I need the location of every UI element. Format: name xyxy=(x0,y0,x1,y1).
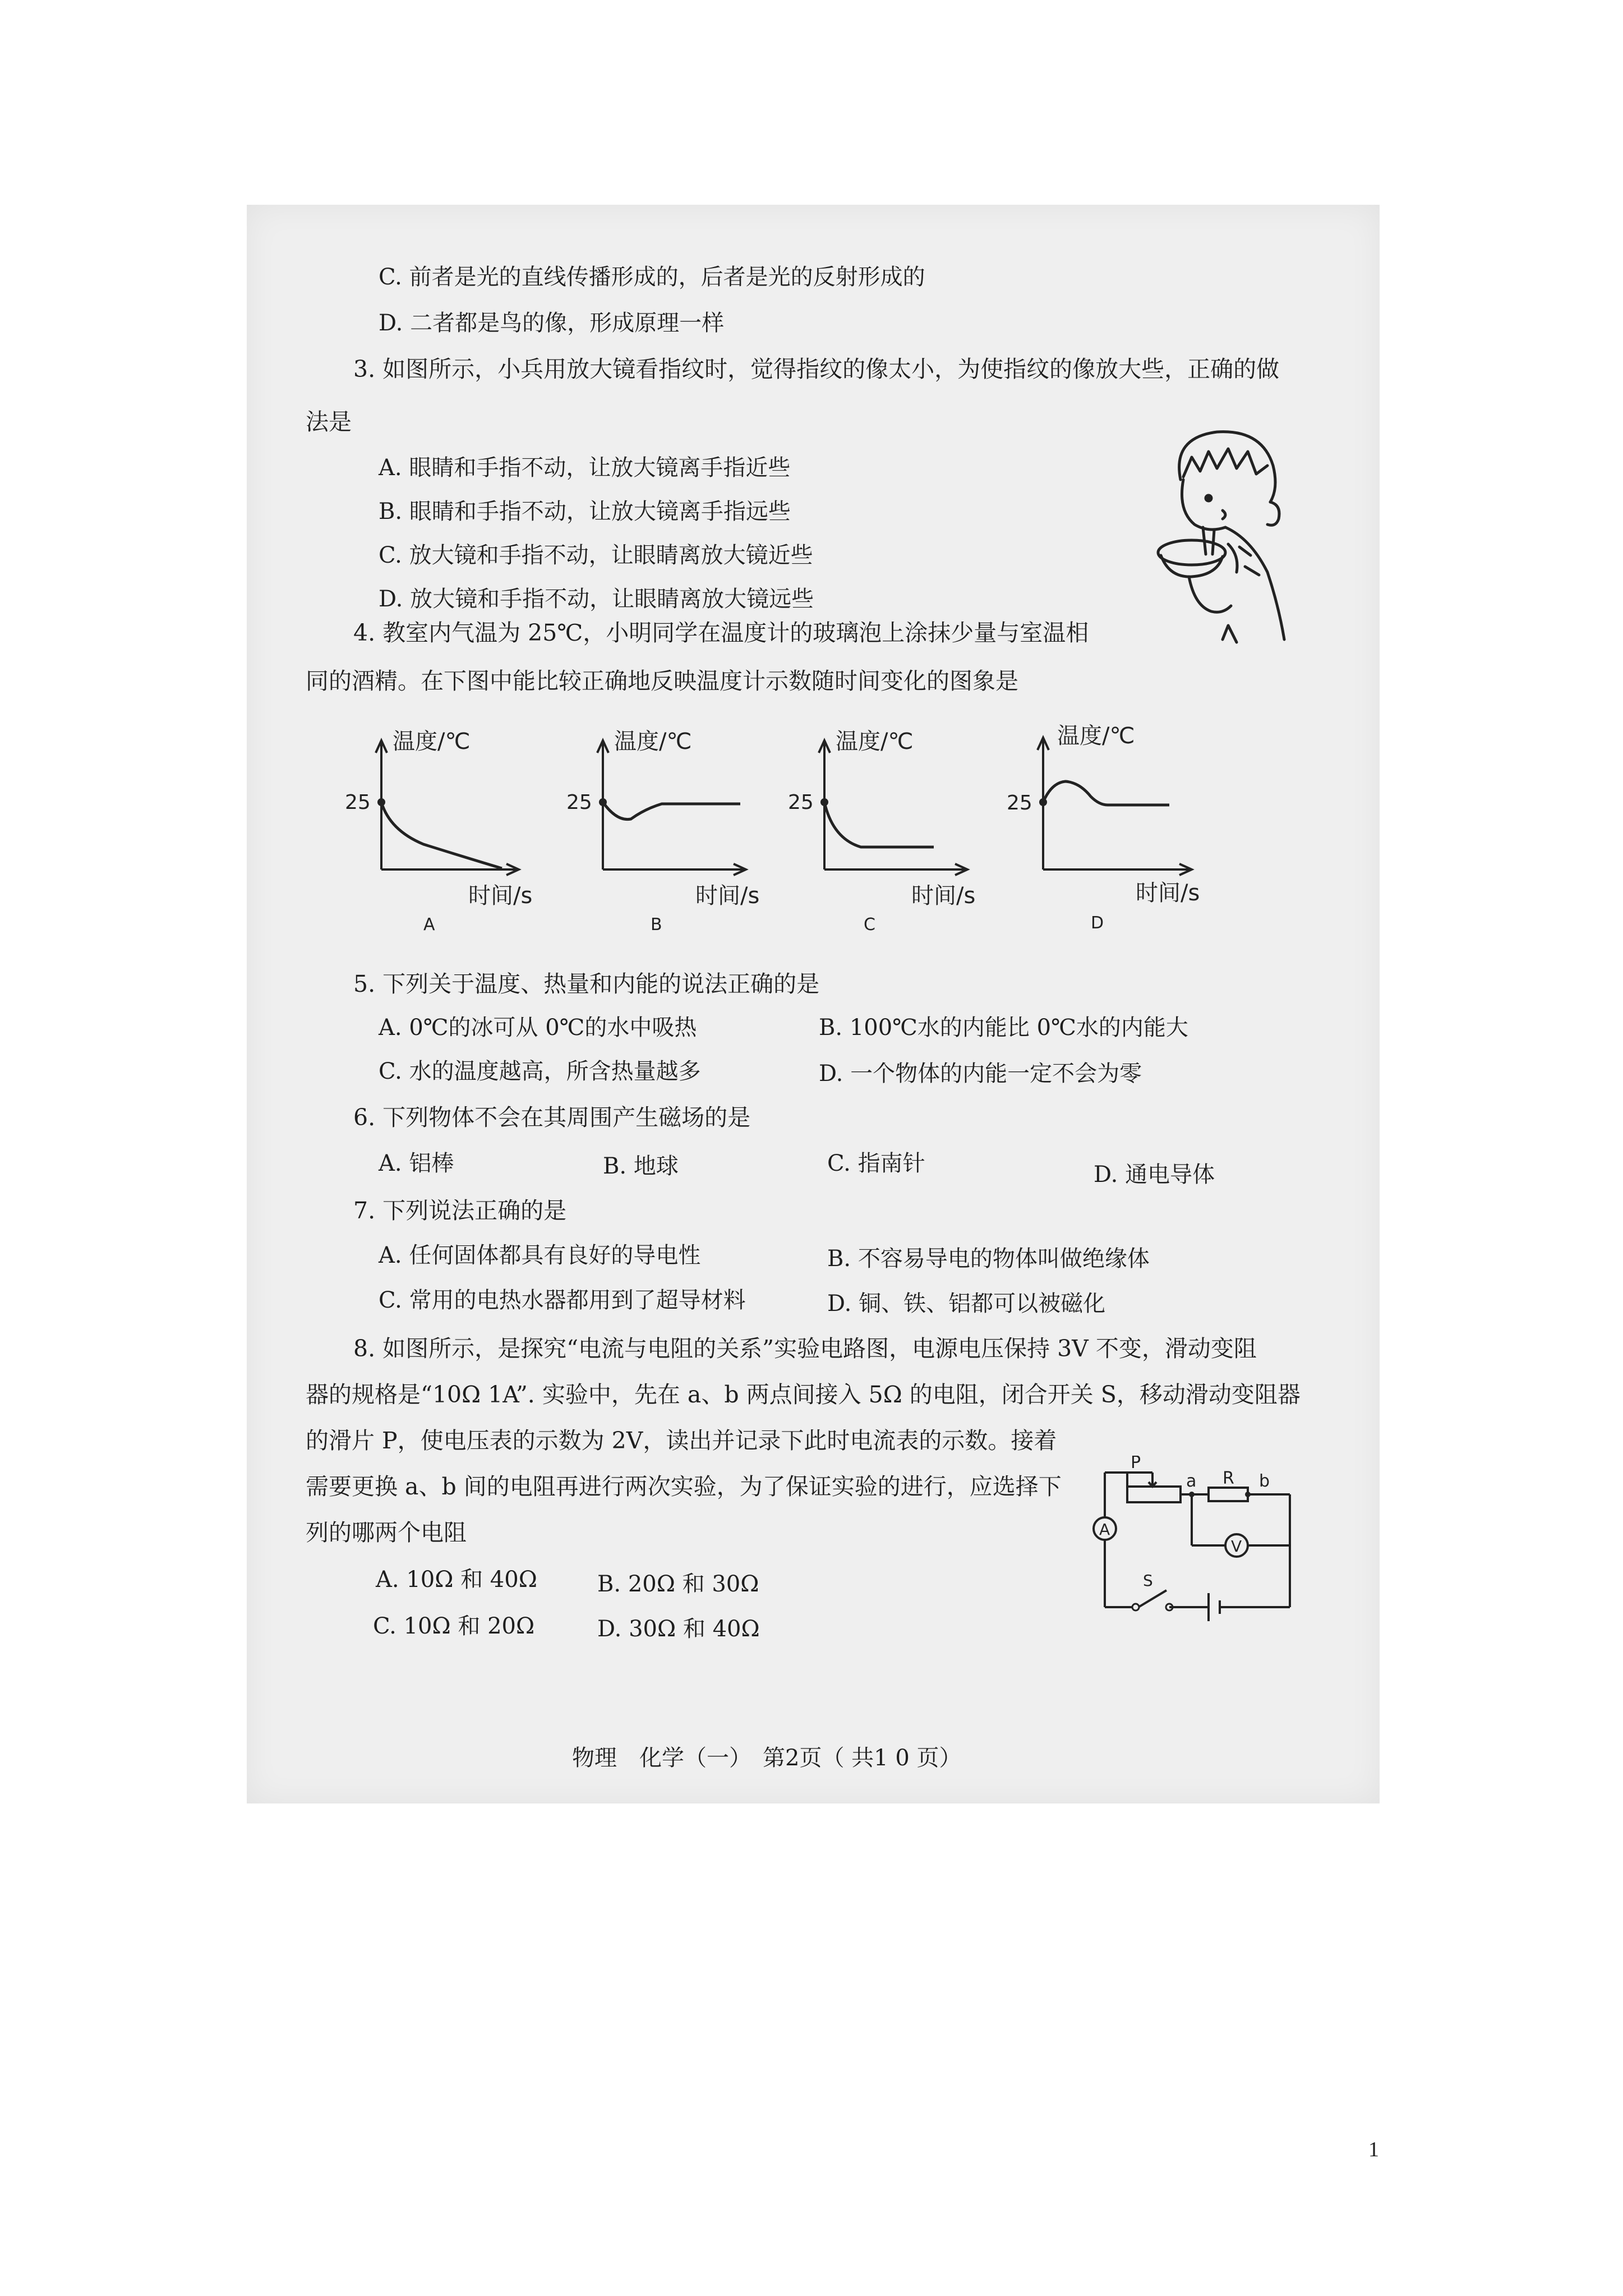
q8-stem-line1: 8. 如图所示，是探究“电流与电阻的关系”实验电路图，电源电压保持 3V 不变，滑动变阻 xyxy=(353,1335,1257,1362)
q8-stem-line3: 的滑片 P，使电压表的示数为 2V，读出并记录下此时电流表的示数。接着 xyxy=(306,1427,1057,1454)
q4-graph-d-ylabel: 温度/℃ xyxy=(1057,723,1135,749)
q3-option-b: B. 眼睛和手指不动，让放大镜离手指远些 xyxy=(379,499,791,524)
q8-stem-line2: 器的规格是“10Ω 1A”. 实验中，先在 a、b 两点间接入 5Ω 的电阻，闭合开关 S，移动滑动变阻器 xyxy=(306,1381,1301,1408)
q7-stem: 7. 下列说法正确的是 xyxy=(353,1197,567,1224)
page-footer: 物理 化学（一） 第2页（ 共1 0 页） xyxy=(572,1745,962,1771)
q3-option-a: A. 眼睛和手指不动，让放大镜离手指近些 xyxy=(379,455,791,481)
q4-graph-c-tick: 25 xyxy=(788,791,814,814)
q5-stem: 5. 下列关于温度、热量和内能的说法正确的是 xyxy=(353,970,820,997)
q4-graph-c xyxy=(777,718,990,937)
q7-option-a: A. 任何固体都具有良好的导电性 xyxy=(379,1243,701,1268)
q7-option-b: B. 不容易导电的物体叫做绝缘体 xyxy=(827,1246,1150,1272)
q8-option-d: D. 30Ω 和 40Ω xyxy=(597,1616,760,1642)
q4-graph-d xyxy=(995,715,1220,937)
q4-graph-b-tick: 25 xyxy=(566,791,592,814)
q3-stem-line1: 3. 如图所示，小兵用放大镜看指纹时，觉得指纹的像太小，为使指纹的像放大些，正确的做 xyxy=(353,356,1280,383)
q5-option-a: A. 0℃的冰可从 0℃的水中吸热 xyxy=(379,1015,697,1041)
q8-option-a: A. 10Ω 和 40Ω xyxy=(376,1567,537,1593)
q4-stem-line2: 同的酒精。在下图中能比较正确地反映温度计示数随时间变化的图象是 xyxy=(306,668,1018,694)
circuit-ammeter-label: A xyxy=(1099,1520,1110,1539)
q4-graph-b xyxy=(555,718,768,937)
circuit-label-p: P xyxy=(1131,1456,1141,1473)
q8-stem-line5: 列的哪两个电阻 xyxy=(306,1519,467,1546)
q6-option-c: C. 指南针 xyxy=(827,1151,925,1176)
q4-stem-line1: 4. 教室内气温为 25℃，小明同学在温度计的玻璃泡上涂抹少量与室温相 xyxy=(353,619,1089,646)
q5-option-d: D. 一个物体的内能一定不会为零 xyxy=(819,1061,1142,1087)
q4-graph-a-letter: A xyxy=(423,915,435,935)
circuit-voltmeter-label: V xyxy=(1231,1537,1242,1556)
q8-option-b: B. 20Ω 和 30Ω xyxy=(597,1571,759,1597)
q7-option-d: D. 铜、铁、铝都可以被磁化 xyxy=(827,1291,1106,1317)
circuit-label-b: b xyxy=(1259,1471,1270,1491)
q4-graph-a xyxy=(334,718,536,937)
q4-graph-a-ylabel: 温度/℃ xyxy=(393,729,471,754)
q5-option-b: B. 100℃水的内能比 0℃水的内能大 xyxy=(819,1015,1188,1041)
q4-graph-b-ylabel: 温度/℃ xyxy=(614,729,692,754)
q3-option-c: C. 放大镜和手指不动，让眼睛离放大镜近些 xyxy=(379,542,813,568)
q4-graph-b-xlabel: 时间/s xyxy=(695,883,760,909)
q6-stem: 6. 下列物体不会在其周围产生磁场的是 xyxy=(353,1104,751,1131)
q4-graph-a-xlabel: 时间/s xyxy=(468,883,533,909)
q8-option-c: C. 10Ω 和 20Ω xyxy=(373,1613,535,1639)
q4-graph-d-xlabel: 时间/s xyxy=(1136,880,1200,906)
q4-graph-c-ylabel: 温度/℃ xyxy=(836,729,914,754)
q4-graph-d-tick: 25 xyxy=(1007,792,1032,815)
q8-stem-line4: 需要更换 a、b 间的电阻再进行两次实验，为了保证实验的进行，应选择下 xyxy=(306,1473,1062,1500)
circuit-switch-label: S xyxy=(1143,1571,1153,1590)
boy-with-magnifier-icon xyxy=(1138,426,1324,651)
q6-option-a: A. 铝棒 xyxy=(379,1151,454,1176)
q4-graph-d-letter: D xyxy=(1091,913,1104,933)
q3-option-d: D. 放大镜和手指不动，让眼睛离放大镜远些 xyxy=(379,586,814,612)
q4-graph-c-letter: C xyxy=(864,915,875,935)
q5-option-c: C. 水的温度越高，所含热量越多 xyxy=(379,1059,701,1084)
q2-option-d: D. 二者都是鸟的像，形成原理一样 xyxy=(379,310,725,336)
circuit-label-a: a xyxy=(1186,1471,1197,1491)
page-number: 1 xyxy=(1368,2138,1379,2161)
q2-option-c: C. 前者是光的直线传播形成的，后者是光的反射形成的 xyxy=(379,264,925,290)
q4-graph-c-xlabel: 时间/s xyxy=(911,883,976,909)
q7-option-c: C. 常用的电热水器都用到了超导材料 xyxy=(379,1287,746,1313)
q6-option-b: B. 地球 xyxy=(603,1153,679,1179)
q4-graph-b-letter: B xyxy=(651,915,662,935)
circuit-label-r: R xyxy=(1223,1469,1234,1488)
q6-option-d: D. 通电导体 xyxy=(1094,1162,1215,1188)
q3-stem-line2: 法是 xyxy=(306,408,352,435)
q8-circuit-diagram xyxy=(1082,1456,1307,1624)
q4-graph-a-tick: 25 xyxy=(345,791,371,814)
